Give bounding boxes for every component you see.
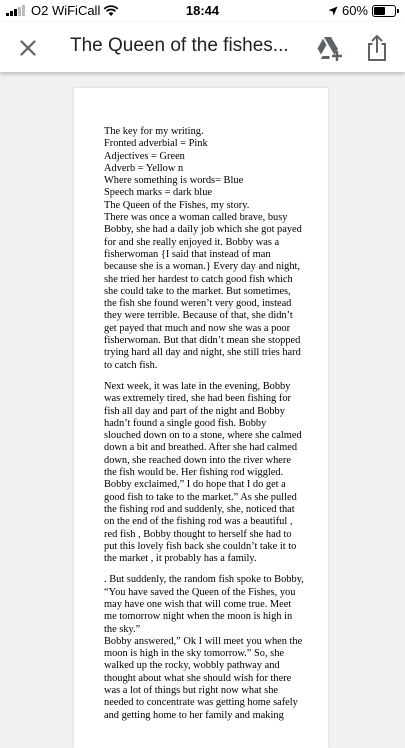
key-line: Fronted adverbial = Pink <box>104 138 208 150</box>
story-paragraph: . But suddenly, the random fish spoke to Bobby, “You have saved the Queen of the Fishes, you may have one wish that will come true. Meet me tomorrow night when the moon is high in the sky.” <box>104 574 304 635</box>
key-line: The key for my writing. <box>104 126 204 137</box>
close-icon <box>20 40 36 56</box>
battery-tip <box>397 9 399 13</box>
battery-level <box>374 7 385 15</box>
story-paragraph: Bobby answered,” Ok I will meet you when the moon is high in the sky tomorrow.” So, she walked up the rocky, wobbly pathway and thought about what she should wish for there was a lot of things but right now what she needed to concentrate was getting home safely and getting home to her family and making <box>104 635 303 721</box>
add-to-drive-button[interactable] <box>316 35 344 61</box>
battery-icon <box>372 5 396 17</box>
story-paragraph: Next week, it was late in the evening, Bobby was extremely tired, she had been fishing for fish all day and part of the night and Bobby hadn’t found a single good fish. Bobby slouched down on to a stone, where she calmed down a bit and breathed. After she had calmed down, she reached down into the river where the fish would be. Her fishing rod wiggled. Bobby exclaimed,” I do hope that I do get a good fish to take to the market.” As she pulled the fishing rod and suddenly, she, noticed that on the end of the fishing rod was a beautiful , red fish , Bobby thought to herself she had to put this lovely fish back she couldn’t take it to the market , it probably has a family. <box>104 380 302 565</box>
key-line: Where something is words= Blue <box>104 175 244 187</box>
status-time: 18:44 <box>185 3 220 18</box>
status-bar <box>0 0 405 22</box>
close-button[interactable] <box>14 34 42 62</box>
status-right <box>328 3 399 18</box>
document-body <box>104 126 304 722</box>
key-line: Adjectives = Green <box>104 150 185 162</box>
location-arrow-icon <box>328 6 338 16</box>
key-line: Speech marks = dark blue <box>104 187 213 199</box>
key-line: Adverb = Yellow n <box>104 162 184 174</box>
story-title: The Queen of the Fishes, my story. <box>104 199 250 211</box>
share-icon <box>364 34 390 62</box>
google-drive-add-icon <box>316 35 344 61</box>
battery-percent: 60% <box>341 3 368 18</box>
story-paragraph: There was once a woman called brave, busy Bobby, she had a daily job which she got payed for and she really enjoyed it. Bobby was a fisherwoman {I said that instead of man because she is a woman.} Every day and night, she tried her hardest to catch good fish which she could take to the market. But sometimes, the fish she found weren’t very good, instead they were terrible. Because of that, she didn’t get payed that much and now she was a poor fisherwoman. But that didn’t mean she stopped trying hard all day and night, she still tries hard to catch fish. <box>104 212 302 371</box>
document-page <box>74 88 328 748</box>
document-title: The Queen of the fishes... <box>70 35 289 56</box>
share-button[interactable] <box>364 34 390 62</box>
carrier-label: O2 WiFiCall <box>31 3 101 18</box>
app-bar <box>0 22 405 72</box>
